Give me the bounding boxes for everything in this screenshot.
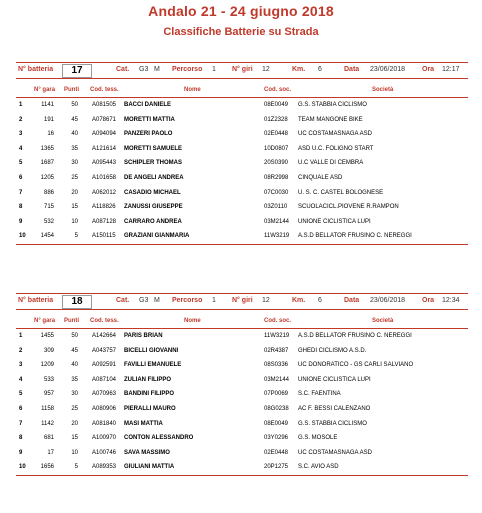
row-cod-tess: A094094 [92, 131, 117, 138]
label-giri: N° giri [232, 297, 253, 304]
row-societa: A.S.D BELLATOR FRUSINO C. NEREGGI [298, 333, 412, 339]
row-nome: GIULIANI MATTIA [124, 464, 175, 471]
row-gara: 1142 [41, 420, 54, 427]
row-gara: 681 [43, 435, 54, 442]
row-cod-soc: 08G0238 [264, 405, 289, 412]
row-cod-tess: A043757 [92, 347, 117, 354]
row-nome: CONTON ALESSANDRO [124, 435, 194, 442]
table-row [16, 156, 468, 171]
row-cod-tess: A118826 [92, 204, 116, 211]
row-cod-tess: A078671 [92, 116, 117, 123]
row-punti: 25 [71, 405, 78, 412]
km-value: 6 [318, 297, 322, 304]
row-gara: 533 [43, 376, 54, 383]
row-punti: 20 [71, 420, 78, 427]
row-cod-tess: A101658 [92, 174, 117, 181]
giri-value: 12 [262, 297, 270, 304]
cat-value: G3 [139, 66, 149, 73]
table-row [16, 98, 468, 113]
label-ora: Ora [422, 66, 435, 73]
batteria-block [16, 62, 468, 245]
table-row [16, 200, 468, 215]
row-cod-tess: A062012 [92, 189, 117, 196]
col-header-gara: N° gara [34, 318, 56, 324]
row-punti: 5 [74, 233, 78, 240]
batteria-number: 17 [62, 64, 92, 78]
col-header-nome: Nome [184, 318, 201, 324]
row-nome: SCHIPLER THOMAS [124, 160, 183, 167]
row-societa: UC COSTAMASNAGA ASD [298, 449, 372, 456]
table-row [16, 431, 468, 446]
row-nome: CASADIO MICHAEL [124, 189, 181, 196]
row-position: 3 [19, 362, 23, 369]
table-row [16, 186, 468, 201]
row-position: 5 [19, 391, 23, 398]
label-percorso: Percorso [172, 66, 203, 73]
row-cod-soc: 08E0049 [264, 102, 289, 108]
row-societa: AC F. BESSI CALENZANO [298, 405, 371, 412]
table-row [16, 358, 468, 373]
row-gara: 1205 [40, 174, 54, 181]
row-cod-soc: 03Z0110 [264, 204, 288, 211]
row-position: 6 [19, 174, 23, 181]
row-punti: 15 [71, 204, 78, 211]
row-societa: UC DONORATICO - GS CARLI SALVIANO [298, 362, 414, 369]
table-row [16, 460, 468, 476]
table-row [16, 215, 468, 230]
row-cod-tess: A087128 [92, 218, 117, 225]
row-punti: 45 [71, 347, 78, 354]
row-gara: 1455 [40, 333, 54, 339]
batteria-block [16, 293, 468, 476]
row-gara: 1454 [40, 233, 54, 240]
row-position: 8 [19, 204, 23, 211]
sex-value: M [154, 66, 160, 73]
row-punti: 15 [71, 435, 78, 442]
row-cod-soc: 02E0448 [264, 131, 289, 138]
batteria-number: 18 [62, 295, 92, 309]
km-value: 6 [318, 66, 322, 73]
row-position: 4 [19, 145, 23, 152]
label-batteria: N° batteria [18, 297, 54, 304]
row-cod-soc: 01Z2328 [264, 116, 288, 123]
row-societa: UNIONE CICLISTICA LUPI [298, 218, 371, 225]
row-punti: 20 [71, 189, 78, 196]
batteria-header [16, 62, 468, 79]
row-societa: UC COSTAMASNAGA ASD [298, 131, 372, 138]
page-subtitle: Classifiche Batterie su Strada [163, 26, 319, 38]
row-cod-soc: 08S0336 [264, 362, 289, 369]
row-cod-tess: A100746 [92, 449, 117, 456]
row-cod-tess: A070963 [92, 391, 117, 398]
row-nome: MASI MATTIA [124, 420, 163, 427]
row-gara: 16 [47, 131, 54, 138]
row-gara: 886 [43, 189, 54, 196]
row-societa: A.S.D BELLATOR FRUSINO C. NEREGGI [298, 233, 412, 240]
row-punti: 35 [71, 376, 78, 383]
page-title: Andalo 21 - 24 giugno 2018 [148, 3, 334, 19]
row-gara: 309 [43, 347, 54, 354]
row-cod-soc: 02R4387 [264, 347, 289, 354]
label-km: Km. [292, 66, 306, 73]
row-cod-tess: A081840 [92, 420, 117, 427]
row-cod-tess: A092591 [92, 362, 117, 369]
percorso-value: 1 [212, 66, 216, 73]
column-headers [16, 85, 468, 98]
row-position: 10 [19, 233, 26, 240]
row-cod-soc: 08E0049 [264, 420, 289, 427]
row-gara: 1656 [40, 464, 54, 471]
table-row [16, 329, 468, 344]
row-punti: 30 [71, 391, 78, 398]
row-societa: G.S. STABBIA CICLISMO [298, 420, 367, 427]
col-header-gara: N° gara [34, 87, 56, 93]
row-societa: SCUOLACICL.PIOVENE R.RAMPON [298, 204, 399, 211]
row-nome: MORETTI MATTIA [124, 116, 175, 123]
row-position: 7 [19, 189, 23, 196]
row-societa: U.C VALLE DI CEMBRA [298, 160, 364, 167]
row-cod-soc: 11W3219 [264, 333, 290, 339]
table-row [16, 373, 468, 388]
row-punti: 40 [71, 362, 78, 369]
label-giri: N° giri [232, 66, 253, 73]
label-km: Km. [292, 297, 306, 304]
table-row [16, 387, 468, 402]
row-punti: 50 [71, 333, 78, 339]
row-cod-soc: 07C0030 [264, 189, 289, 196]
row-punti: 10 [71, 449, 78, 456]
row-cod-tess: A100970 [92, 435, 117, 442]
table-row [16, 402, 468, 417]
col-header-soc: Società [372, 318, 394, 324]
row-punti: 25 [71, 174, 78, 181]
row-punti: 45 [71, 116, 78, 123]
row-position: 1 [19, 333, 23, 339]
label-percorso: Percorso [172, 297, 203, 304]
row-nome: BICELLI GIOVANNI [124, 347, 179, 354]
table-row [16, 171, 468, 186]
row-nome: ZANUSSI GIUSEPPE [124, 204, 183, 211]
ora-value: 12:34 [442, 297, 460, 304]
row-nome: CARRARO ANDREA [124, 218, 182, 225]
row-cod-tess: A080906 [92, 405, 117, 412]
row-nome: SAVA MASSIMO [124, 449, 170, 456]
row-punti: 50 [71, 102, 78, 108]
row-nome: PARIS BRIAN [124, 333, 163, 339]
row-punti: 10 [71, 218, 78, 225]
row-cod-soc: 08R2998 [264, 174, 289, 181]
row-gara: 532 [43, 218, 54, 225]
row-gara: 17 [47, 449, 54, 456]
row-cod-tess: A087104 [92, 376, 117, 383]
row-societa: CINQUALE ASD [298, 174, 343, 181]
col-header-cod: Cod. tess. [90, 87, 119, 93]
row-cod-soc: 10D0807 [264, 145, 289, 152]
row-gara: 191 [43, 116, 54, 123]
table-row [16, 229, 468, 245]
row-gara: 1365 [40, 145, 54, 152]
row-position: 5 [19, 160, 23, 167]
row-societa: U. S. C. CASTEL BOLOGNESE [298, 189, 384, 196]
col-header-punti: Punti [64, 318, 79, 324]
row-cod-soc: 11W3219 [264, 233, 290, 240]
row-cod-soc: 07P0069 [264, 391, 289, 398]
row-nome: ZULIAN FILIPPO [124, 376, 171, 383]
row-nome: MORETTI SAMUELE [124, 145, 182, 152]
row-position: 9 [19, 449, 23, 456]
row-position: 6 [19, 405, 23, 412]
col-header-punti: Punti [64, 87, 79, 93]
table-row [16, 344, 468, 359]
row-gara: 1158 [41, 405, 54, 412]
table-row [16, 113, 468, 128]
giri-value: 12 [262, 66, 270, 73]
cat-value: G3 [139, 297, 149, 304]
row-punti: 35 [71, 145, 78, 152]
row-gara: 957 [43, 391, 54, 398]
label-ora: Ora [422, 297, 435, 304]
ora-value: 12:17 [442, 66, 460, 73]
row-position: 10 [19, 464, 26, 471]
row-cod-tess: A150115 [92, 233, 116, 240]
row-societa: S.C. AVIO ASD [298, 464, 339, 471]
row-position: 4 [19, 376, 23, 383]
row-position: 8 [19, 435, 23, 442]
col-header-nome: Nome [184, 87, 201, 93]
label-batteria: N° batteria [18, 66, 54, 73]
col-header-codsoc: Cod. soc. [264, 87, 292, 93]
data-value: 23/06/2018 [370, 66, 406, 73]
table-row [16, 446, 468, 461]
percorso-value: 1 [212, 297, 216, 304]
row-punti: 5 [74, 464, 78, 471]
row-societa: G.S. MOSOLE [298, 435, 338, 442]
row-nome: BACCI DANIELE [124, 102, 172, 108]
row-cod-soc: 02E0448 [264, 449, 289, 456]
row-cod-soc: 03Y0296 [264, 435, 289, 442]
label-cat: Cat. [116, 66, 130, 73]
row-nome: GRAZIANI GIANMARIA [124, 233, 190, 240]
row-gara: 715 [43, 204, 54, 211]
row-cod-soc: 03M2144 [264, 376, 290, 383]
label-data: Data [344, 297, 360, 304]
row-nome: BANDINI FILIPPO [124, 391, 175, 398]
row-position: 2 [19, 116, 23, 123]
col-header-cod: Cod. tess. [90, 318, 119, 324]
row-punti: 40 [71, 131, 78, 138]
batteria-header [16, 293, 468, 310]
row-position: 3 [19, 131, 23, 138]
row-position: 7 [19, 420, 23, 427]
row-gara: 1687 [40, 160, 54, 167]
row-nome: PIERALLI MAURO [124, 405, 176, 412]
table-row [16, 127, 468, 142]
row-cod-tess: A095443 [92, 160, 117, 167]
row-societa: TEAM MANGONE BIKE [298, 116, 363, 123]
row-cod-soc: 03M2144 [264, 218, 290, 225]
col-header-soc: Società [372, 87, 394, 93]
row-cod-tess: A089353 [92, 464, 117, 471]
row-societa: GHEDI CICLISMO A.S.D. [298, 347, 367, 354]
row-cod-soc: 20P1275 [264, 464, 289, 471]
col-header-codsoc: Cod. soc. [264, 318, 292, 324]
table-row [16, 142, 468, 157]
sex-value: M [154, 297, 160, 304]
row-societa: UNIONE CICLISTICA LUPI [298, 376, 371, 383]
row-societa: S.C. FAENTINA [298, 391, 341, 398]
row-nome: PANZERI PAOLO [124, 131, 173, 138]
row-cod-tess: A142664 [92, 333, 117, 339]
label-data: Data [344, 66, 360, 73]
row-nome: FAVILLI EMANUELE [124, 362, 182, 369]
row-punti: 30 [71, 160, 78, 167]
row-position: 1 [19, 102, 23, 108]
row-societa: ASD U.C. FOLIGNO START [298, 145, 374, 152]
row-nome: DE ANGELI ANDREA [124, 174, 184, 181]
column-headers [16, 316, 468, 329]
table-row [16, 417, 468, 432]
data-value: 23/06/2018 [370, 297, 406, 304]
label-cat: Cat. [116, 297, 130, 304]
row-cod-soc: 20S0390 [264, 160, 289, 167]
row-cod-tess: A121614 [92, 145, 117, 152]
row-position: 9 [19, 218, 23, 225]
row-gara: 1141 [41, 102, 54, 108]
row-gara: 1209 [40, 362, 54, 369]
row-cod-tess: A081505 [92, 102, 117, 108]
row-position: 2 [19, 347, 23, 354]
row-societa: G.S. STABBIA CICLISMO [298, 102, 367, 108]
